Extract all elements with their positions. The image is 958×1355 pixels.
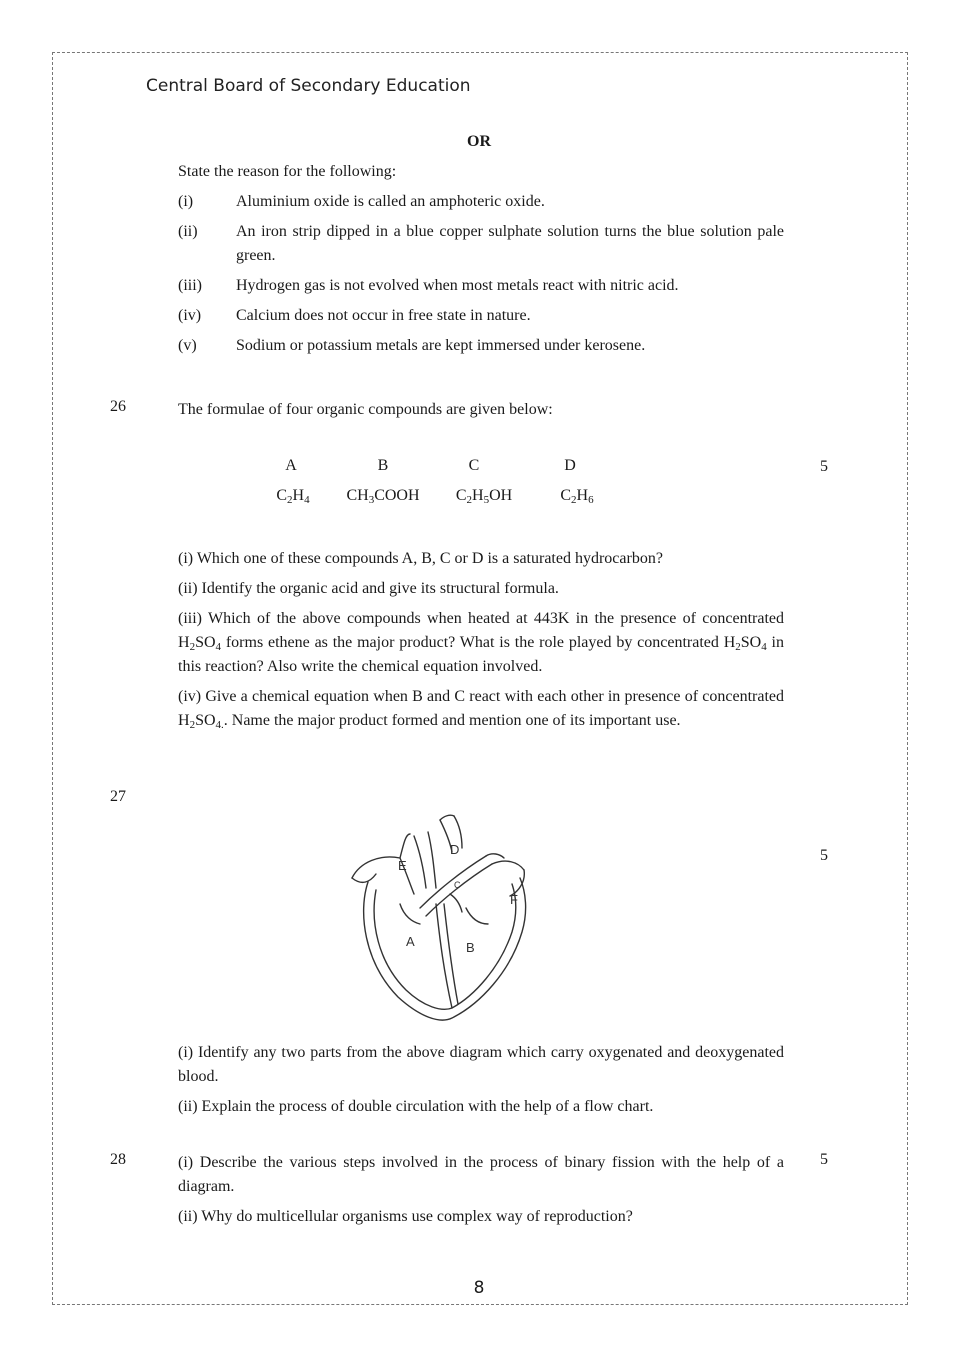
- label-c: C: [454, 880, 461, 890]
- or-label: OR: [467, 133, 491, 150]
- label-a: A: [406, 934, 415, 949]
- list-item: [178, 304, 784, 328]
- q28-part-i: (i) Describe the various steps involved in the process of binary fission with the help of a diagram.: [178, 1154, 784, 1195]
- item-text: An iron strip dipped in a blue copper sulphate solution turns the blue solution pale green.: [236, 223, 784, 264]
- list-item: [178, 334, 784, 358]
- compound-formula: $C_2H_6$: [560, 487, 594, 506]
- item-text: Sodium or potassium metals are kept immersed under kerosene.: [236, 337, 646, 354]
- compound-formula: $CH_3COOH$: [346, 487, 420, 506]
- page-number: 8: [473, 1278, 485, 1298]
- label-b: B: [466, 940, 475, 955]
- q28-marks: 5: [820, 1151, 828, 1168]
- q27-part-ii: (ii) Explain the process of double circulation with the help of a flow chart.: [178, 1098, 654, 1115]
- q27-parts: [178, 1041, 784, 1125]
- item-label: (i): [178, 193, 194, 210]
- heart-diagram: [340, 812, 552, 1043]
- heart-drawing: [340, 812, 552, 1038]
- label-d: D: [450, 842, 460, 857]
- compound-formula: $C_2H_5OH$: [455, 487, 513, 506]
- q26-marks: 5: [820, 458, 828, 475]
- label-f: F: [510, 892, 518, 907]
- item-label: (iv): [178, 307, 202, 324]
- page-header: Central Board of Secondary Education: [146, 76, 471, 96]
- item-text: Hydrogen gas is not evolved when most metals react with nitric acid.: [236, 277, 679, 294]
- list-item: [178, 220, 784, 268]
- label-e: E: [398, 858, 407, 873]
- q26-part-ii: (ii) Identify the organic acid and give its structural formula.: [178, 580, 559, 597]
- compound-letter: C: [468, 457, 480, 474]
- compound-letter: B: [377, 457, 389, 474]
- item-label: (v): [178, 337, 197, 354]
- or-question-intro: State the reason for the following:: [178, 163, 397, 180]
- compound-formula: $C_2H_4$: [276, 487, 310, 506]
- list-item: [178, 274, 784, 298]
- compound-letter: A: [285, 457, 297, 474]
- or-question-list: [178, 190, 784, 364]
- q26-intro: The formulae of four organic compounds are given below:: [178, 401, 553, 418]
- compound-letter: D: [564, 457, 576, 474]
- q28-part-ii: (ii) Why do multicellular organisms use complex way of reproduction?: [178, 1208, 633, 1225]
- question-number-28: 28: [110, 1151, 126, 1168]
- item-text: Calcium does not occur in free state in nature.: [236, 307, 531, 324]
- question-number-26: 26: [110, 398, 126, 415]
- item-text: Aluminium oxide is called an amphoteric oxide.: [236, 193, 545, 210]
- q28-parts: [178, 1151, 784, 1235]
- q26-part-iii: (iii) Which of the above compounds when heated at 443K in the presence of concentrated $H_2SO_4$ forms ethene as the major product? What is the role played by concentrated $H_2SO_4$ in this reaction? Also write the chemical equation involved.: [178, 610, 784, 675]
- item-label: (iii): [178, 277, 202, 294]
- q26-part-i: (i) Which one of these compounds A, B, C or D is a saturated hydrocarbon?: [178, 550, 663, 567]
- question-number-27: 27: [110, 788, 126, 805]
- item-label: (ii): [178, 223, 198, 240]
- list-item: [178, 190, 784, 214]
- q27-part-i: (i) Identify any two parts from the above diagram which carry oxygenated and deoxygenated blood.: [178, 1044, 784, 1085]
- q27-marks: 5: [820, 847, 828, 864]
- q26-parts: [178, 547, 784, 739]
- q26-part-iv: (iv) Give a chemical equation when B and C react with each other in presence of concentrated $H_2SO_{4.}$. Name the major product formed and mention one of its important use.: [178, 688, 784, 731]
